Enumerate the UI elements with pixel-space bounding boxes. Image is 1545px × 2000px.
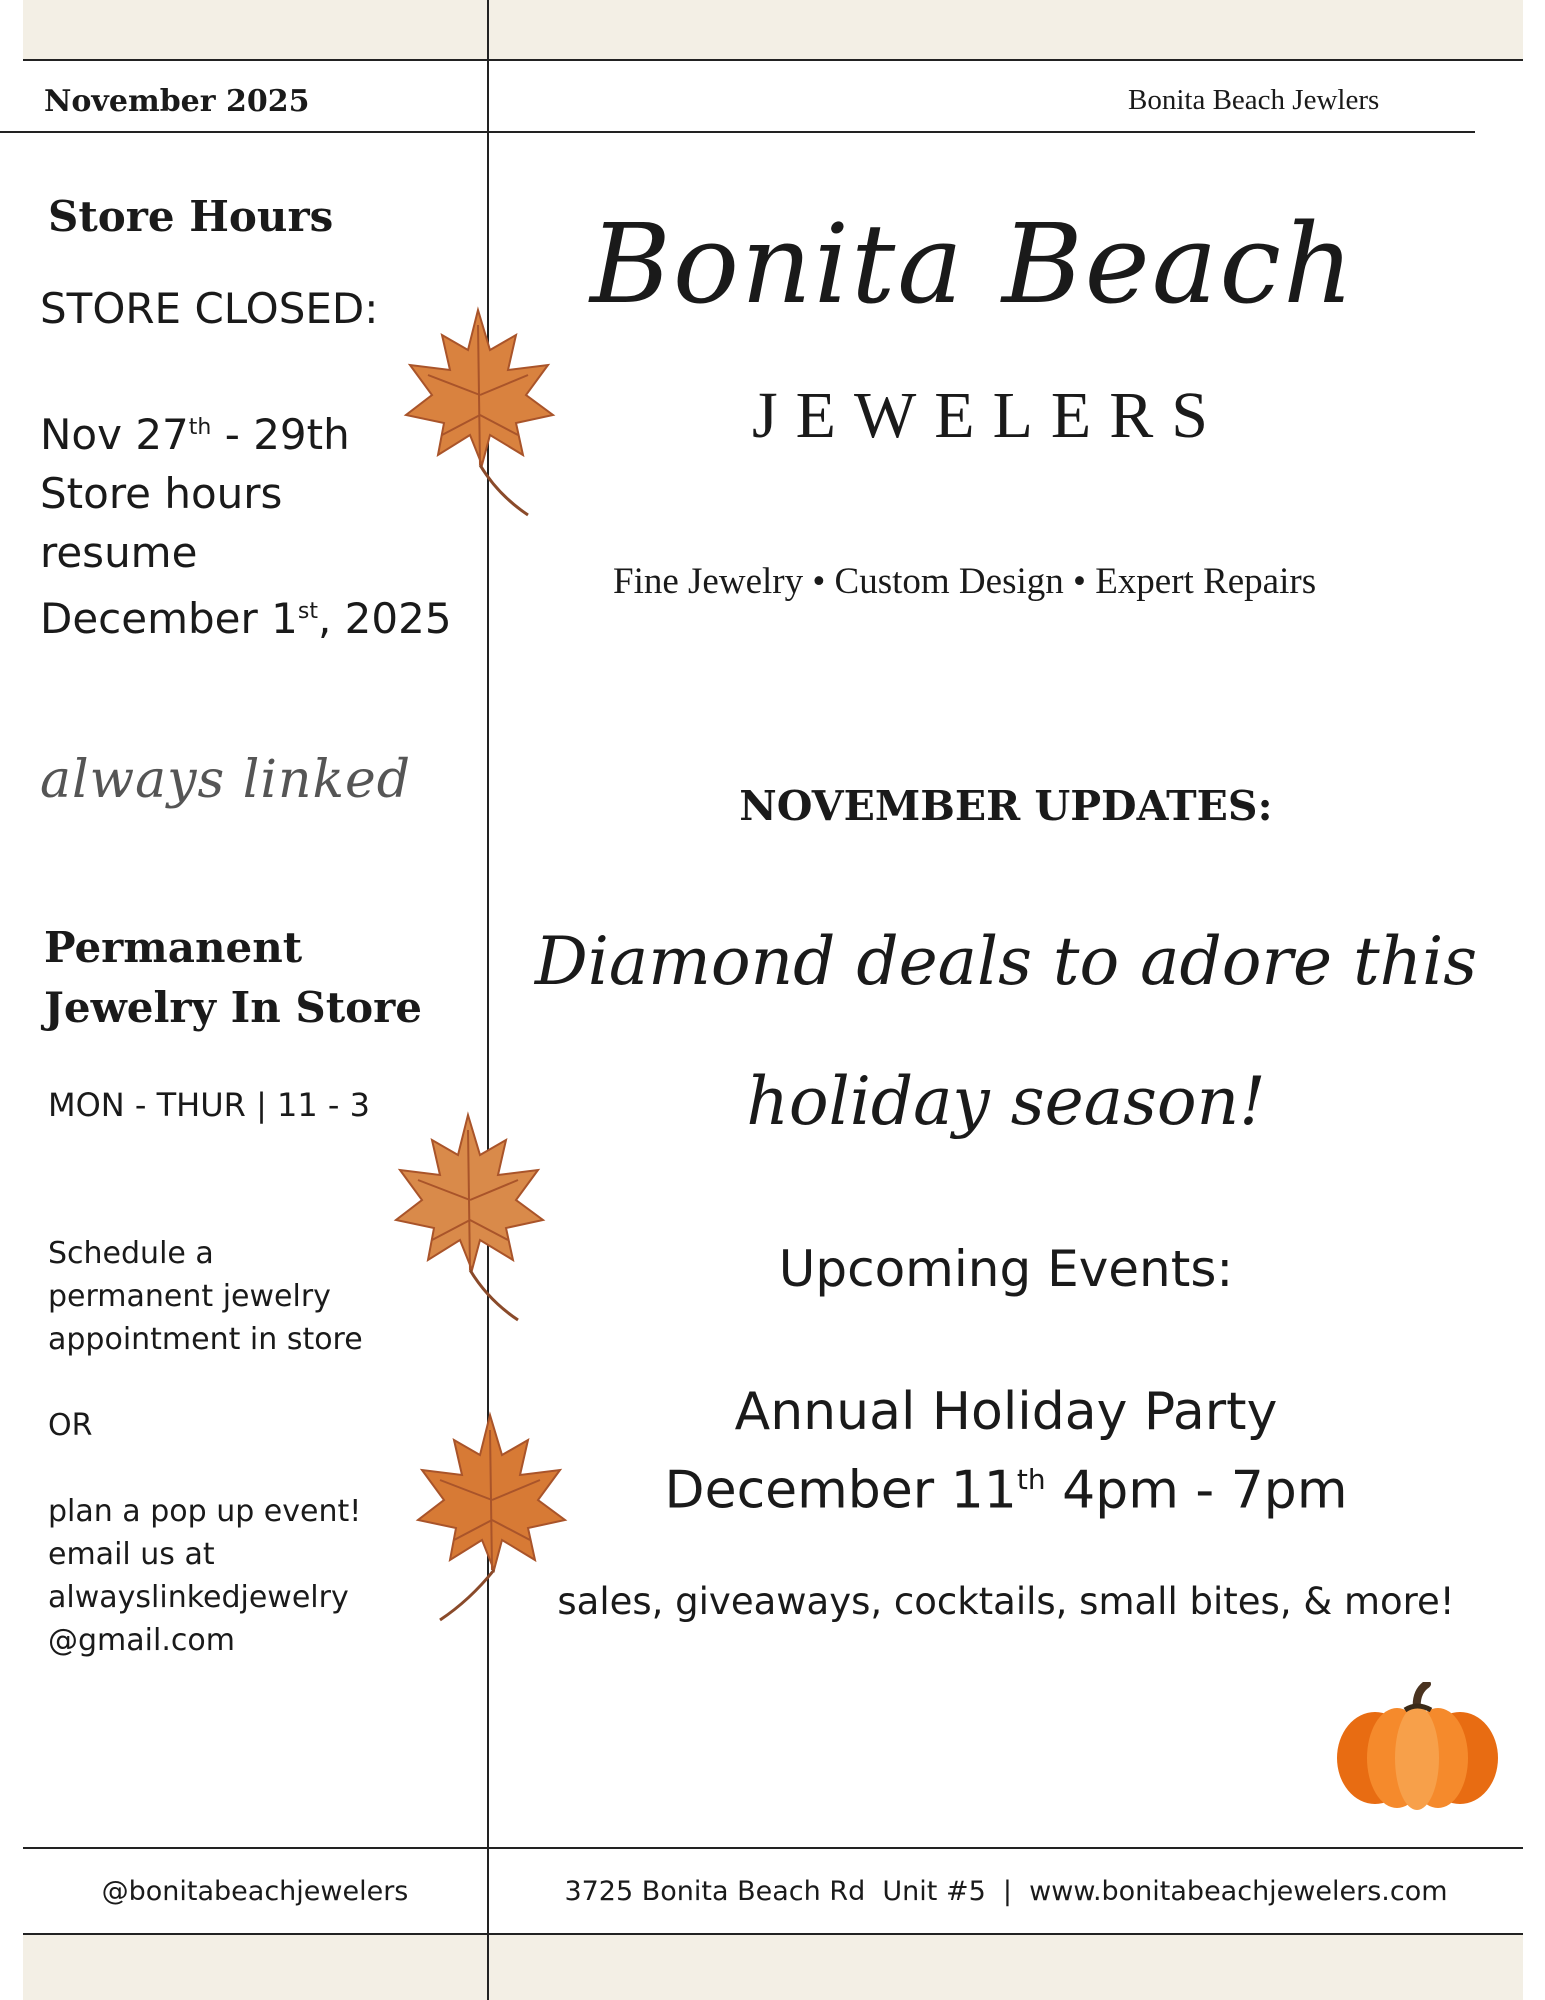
permanent-jewelry-hours: MON - THUR | 11 - 3 — [48, 1086, 370, 1124]
social-handle: @bonitabeachjewelers — [101, 1876, 409, 1907]
party-name: Annual Holiday Party — [734, 1382, 1278, 1442]
top-rule — [23, 59, 1523, 61]
always-linked-logo: always linked — [40, 750, 412, 810]
logo-script: Bonita Beach — [590, 200, 1356, 328]
or-label: OR — [48, 1408, 93, 1443]
upcoming-events-title: Upcoming Events: — [778, 1240, 1234, 1298]
logo-wordmark: JEWELERS — [752, 379, 1226, 452]
permanent-jewelry-title: Permanent Jewelry In Store — [44, 923, 422, 1032]
header-rule — [0, 131, 1475, 133]
party-details: sales, giveaways, cocktails, small bites, & more! — [557, 1580, 1455, 1623]
bottom-band — [23, 1935, 1523, 2000]
holiday-party-info — [489, 1378, 1523, 1524]
closed-dates: Nov 27th - 29th — [40, 410, 350, 459]
resume-line-1: Store hours — [40, 469, 283, 518]
deals-headline: Diamond deals to adore this holiday season! — [534, 923, 1478, 1140]
store-hours-title: Store Hours — [48, 192, 334, 241]
closed-dates-block — [40, 398, 452, 648]
footer-top-rule — [23, 1847, 1523, 1849]
issue-month: November 2025 — [44, 84, 310, 119]
pumpkin-icon — [1335, 1682, 1500, 1812]
header-brand: Bonita Beach Jewlers — [1128, 84, 1380, 116]
november-updates-title: NOVEMBER UPDATES: — [739, 782, 1273, 830]
maple-leaf-icon — [398, 305, 558, 520]
resume-date: December 1st, 2025 — [40, 594, 452, 643]
resume-line-2: resume — [40, 528, 198, 577]
party-date: December 11th 4pm - 7pm — [664, 1460, 1348, 1521]
top-band — [23, 0, 1523, 59]
tagline: Fine Jewelry • Custom Design • Expert Repairs — [613, 561, 1317, 602]
permanent-jewelry-info: Schedule a permanent jewelry appointment in store OR plan a pop up event! email us at alwayslinkedjewelry @gmail.com — [48, 1236, 363, 1658]
email-address-line: alwayslinkedjewelry — [48, 1580, 349, 1615]
store-address: 3725 Bonita Beach Rd Unit #5 | www.bonitabeachjewelers.com — [564, 1876, 1448, 1907]
store-closed-label: STORE CLOSED: — [40, 284, 379, 333]
footer-bottom-rule — [23, 1933, 1523, 1935]
